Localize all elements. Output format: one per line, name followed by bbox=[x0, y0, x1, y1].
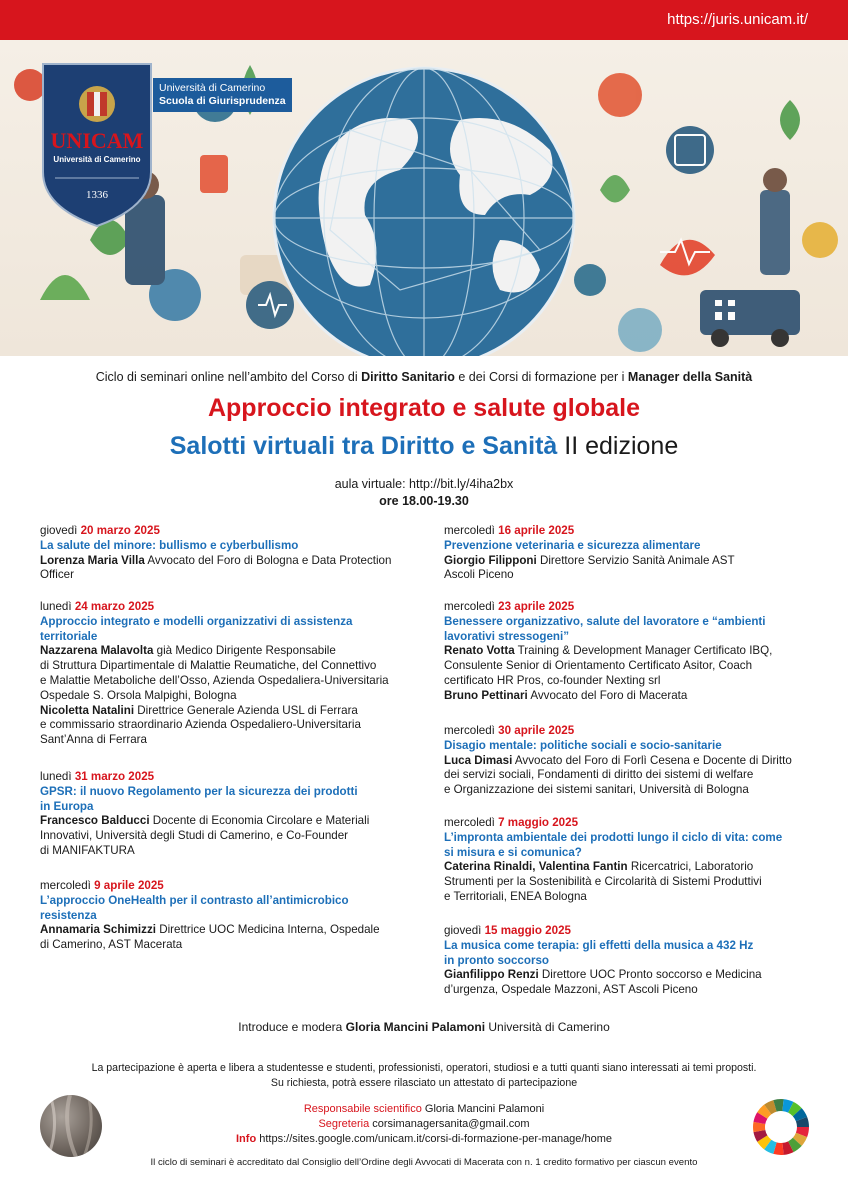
subtitle bbox=[0, 432, 848, 461]
scientific-lead bbox=[0, 1102, 848, 1117]
event-date-value: 7 maggio 2025 bbox=[498, 816, 579, 829]
speaker-role: Direttore UOC Pronto soccorso e Medicina d’urgenza, Ospedale Mazzoni, AST Ascoli Piceno bbox=[444, 968, 762, 997]
contacts-block bbox=[0, 1102, 848, 1147]
event-date bbox=[40, 770, 410, 785]
top-bar bbox=[0, 0, 848, 40]
event-topic: Benessere organizzativo, salute del lavoratore e “ambienti lavorativi stressogeni” bbox=[444, 614, 766, 643]
subtitle-text: Salotti virtuali tra Diritto e Sanità bbox=[169, 432, 558, 460]
event-weekday: mercoledì bbox=[444, 600, 499, 613]
event-weekday: lunedì bbox=[40, 600, 75, 613]
intro-line bbox=[0, 370, 848, 384]
event-item bbox=[40, 524, 410, 583]
school-label-line2: Scuola di Giurisprudenza bbox=[159, 95, 286, 107]
moderator-name: Gloria Mancini Palamoni bbox=[345, 1020, 486, 1034]
event-item bbox=[444, 524, 814, 583]
speaker-role: Ricercatrici, Laboratorio Strumenti per la Sostenibilità e Circolarità di Sistemi Produttivi e Territoriali, ENEA Bologna bbox=[444, 860, 762, 903]
event-speaker bbox=[40, 644, 410, 703]
event-speaker bbox=[444, 860, 814, 904]
edition-label: II edizione bbox=[557, 432, 679, 460]
secretariat bbox=[0, 1117, 848, 1132]
event-date bbox=[40, 879, 410, 894]
secretariat-label: Segreteria bbox=[318, 1118, 370, 1130]
event-date-value: 30 aprile 2025 bbox=[498, 724, 575, 737]
speaker-name: Gianfilippo Renzi bbox=[444, 968, 539, 982]
event-speaker bbox=[444, 554, 814, 584]
unicam-logo bbox=[41, 62, 153, 228]
info bbox=[0, 1132, 848, 1147]
school-label-line1: Università di Camerino bbox=[159, 82, 266, 94]
scientific-lead-value: Gloria Mancini Palamoni bbox=[421, 1103, 545, 1115]
secretariat-email[interactable]: corsimanagersanita@gmail.com bbox=[369, 1118, 530, 1130]
speaker-name: Caterina Rinaldi, Valentina Fantin bbox=[444, 860, 628, 874]
speaker-role: Direttrice Generale Azienda USL di Ferrara e commissario straordinario Azienda Ospedaliero-Universitaria Sant’Anna di Ferrara bbox=[40, 703, 361, 747]
event-speaker bbox=[40, 704, 410, 748]
intro-course: Diritto Sanitario bbox=[361, 370, 455, 384]
event-topic: Approccio integrato e modelli organizzativi di assistenza territoriale bbox=[40, 614, 353, 643]
speaker-name: Bruno Pettinari bbox=[444, 688, 528, 702]
event-date bbox=[444, 816, 814, 831]
school-label bbox=[153, 78, 292, 112]
speaker-role: Avvocato del Foro di Bologna e Data Protection Officer bbox=[40, 553, 392, 582]
event-topic: Prevenzione veterinaria e sicurezza alimentare bbox=[444, 538, 701, 552]
event-weekday: mercoledì bbox=[40, 879, 95, 892]
moderator-affiliation: Università di Camerino bbox=[485, 1020, 610, 1034]
speaker-role: Direttrice UOC Medicina Interna, Ospedale di Camerino, AST Macerata bbox=[40, 923, 380, 952]
event-date bbox=[444, 524, 814, 539]
info-label: Info bbox=[236, 1133, 257, 1145]
hero-illustration bbox=[0, 40, 848, 356]
speaker-name: Luca Dimasi bbox=[444, 753, 513, 767]
speaker-name: Annamaria Schimizzi bbox=[40, 923, 156, 937]
event-item bbox=[444, 600, 814, 704]
event-date bbox=[40, 600, 410, 615]
event-item bbox=[444, 816, 814, 905]
moderator-line bbox=[0, 1020, 848, 1034]
logo-wordmark: UNICAM bbox=[50, 128, 144, 153]
sdg-wheel-icon bbox=[752, 1098, 810, 1156]
virtual-room-link[interactable]: aula virtuale: http://bit.ly/4iha2bx bbox=[334, 477, 514, 491]
event-speaker bbox=[40, 923, 410, 953]
participation-note bbox=[0, 1061, 848, 1091]
event-item bbox=[444, 924, 814, 998]
intro-text-1: Ciclo di seminari online nell’ambito del Corso di bbox=[95, 370, 362, 384]
sdg-center bbox=[766, 1112, 796, 1142]
participation-line2: Su richiesta, potrà essere rilasciato un attestato di partecipazione bbox=[270, 1077, 578, 1089]
event-weekday: lunedì bbox=[40, 770, 75, 783]
speaker-name: Nicoletta Natalini bbox=[40, 703, 135, 717]
accreditation-note: Il ciclo di seminari è accreditato dal Consiglio dell’Ordine degli Avvocati di Macerata con n. 1 credito formativo per ciascun evento bbox=[150, 1157, 698, 1168]
participation-line1: La partecipazione è aperta e libera a studentesse e studenti, professionisti, operatori, studiosi e a tutti quanti siano interessati ai temi proposti. bbox=[91, 1062, 757, 1074]
speaker-role: Direttore Servizio Sanità Animale AST Ascoli Piceno bbox=[444, 553, 735, 582]
event-speaker bbox=[444, 689, 814, 704]
event-item bbox=[40, 879, 410, 953]
event-date bbox=[40, 524, 410, 539]
session-info bbox=[0, 476, 848, 510]
event-date-value: 15 maggio 2025 bbox=[484, 924, 571, 937]
event-topic: GPSR: il nuovo Regolamento per la sicurezza dei prodotti in Europa bbox=[40, 784, 358, 813]
event-date-value: 23 aprile 2025 bbox=[498, 600, 575, 613]
event-topic: La musica come terapia: gli effetti della musica a 432 Hz in pronto soccorso bbox=[444, 938, 754, 967]
speaker-role: già Medico Dirigente Responsabile di Struttura Dipartimentale di Malattie Reumatiche, del Connettivo e Malattie Metaboliche dell’Osso, Azienda Ospedaliera-Universitaria Ospedale S. Orsola Malpighi, Bologna bbox=[40, 644, 389, 702]
event-speaker bbox=[444, 644, 814, 688]
event-topic: La salute del minore: bullismo e cyberbullismo bbox=[40, 538, 299, 552]
website-link[interactable]: https://juris.unicam.it/ bbox=[667, 11, 808, 28]
event-speaker bbox=[444, 754, 814, 798]
speaker-name: Renato Votta bbox=[444, 644, 515, 658]
event-weekday: giovedì bbox=[40, 524, 81, 537]
speaker-role: Avvocato del Foro di Forlì Cesena e Docente di Diritto dei servizi sociali, Fondamenti di diritto dei sistemi di welfare e Organizzazione dei sistemi sanitari, Università di Bologna bbox=[444, 753, 792, 797]
event-topic: L’impronta ambientale dei prodotti lungo il ciclo di vita: come si misura e si comunica? bbox=[444, 830, 783, 859]
event-date-value: 20 marzo 2025 bbox=[80, 524, 160, 537]
event-speaker bbox=[40, 554, 410, 584]
moderator-pre: Introduce e modera bbox=[238, 1020, 346, 1034]
speaker-name: Lorenza Maria Villa bbox=[40, 553, 145, 567]
event-item bbox=[444, 724, 814, 798]
speaker-role: Training & Development Manager Certificato IBQ, Consulente Senior di Orientamento Certificato Asitor, Coach certificato HR Pros, co-founder Nexting srl bbox=[444, 644, 773, 687]
event-weekday: giovedì bbox=[444, 924, 485, 937]
event-date bbox=[444, 724, 814, 739]
event-date-value: 16 aprile 2025 bbox=[498, 524, 575, 537]
event-item bbox=[40, 600, 410, 748]
event-date-value: 9 aprile 2025 bbox=[94, 879, 164, 892]
event-date bbox=[444, 924, 814, 939]
event-date bbox=[444, 600, 814, 615]
event-speaker bbox=[444, 968, 814, 998]
speaker-role: Avvocato del Foro di Macerata bbox=[527, 688, 688, 702]
intro-managers: Manager della Sanità bbox=[627, 370, 753, 384]
event-weekday: mercoledì bbox=[444, 816, 499, 829]
event-item bbox=[40, 770, 410, 859]
speaker-role: Docente di Economia Circolare e Materiali Innovativi, Università degli Studi di Camerino, e Co-Founder di MANIFAKTURA bbox=[40, 814, 370, 857]
event-speaker bbox=[40, 814, 410, 858]
intro-text-2: e dei Corsi di formazione per i bbox=[454, 370, 628, 384]
info-url[interactable]: https://sites.google.com/unicam.it/corsi-di-formazione-per-manage/home bbox=[256, 1133, 612, 1145]
event-weekday: mercoledì bbox=[444, 724, 499, 737]
main-title: Approccio integrato e salute globale bbox=[207, 394, 641, 422]
logo-year: 1336 bbox=[86, 189, 108, 201]
session-time: ore 18.00-19.30 bbox=[379, 494, 469, 508]
event-date-value: 24 marzo 2025 bbox=[74, 600, 155, 613]
event-topic: L’approccio OneHealth per il contrasto all’antimicrobico resistenza bbox=[40, 893, 349, 922]
speaker-name: Francesco Balducci bbox=[40, 814, 150, 828]
speaker-name: Nazzarena Malavolta bbox=[40, 644, 154, 658]
event-weekday: mercoledì bbox=[444, 524, 499, 537]
logo-subtitle: Università di Camerino bbox=[53, 155, 141, 164]
event-topic: Disagio mentale: politiche sociali e socio-sanitarie bbox=[444, 738, 722, 752]
event-date-value: 31 marzo 2025 bbox=[74, 770, 155, 783]
scientific-lead-label: Responsabile scientifico bbox=[303, 1103, 422, 1115]
speaker-name: Giorgio Filipponi bbox=[444, 553, 537, 567]
